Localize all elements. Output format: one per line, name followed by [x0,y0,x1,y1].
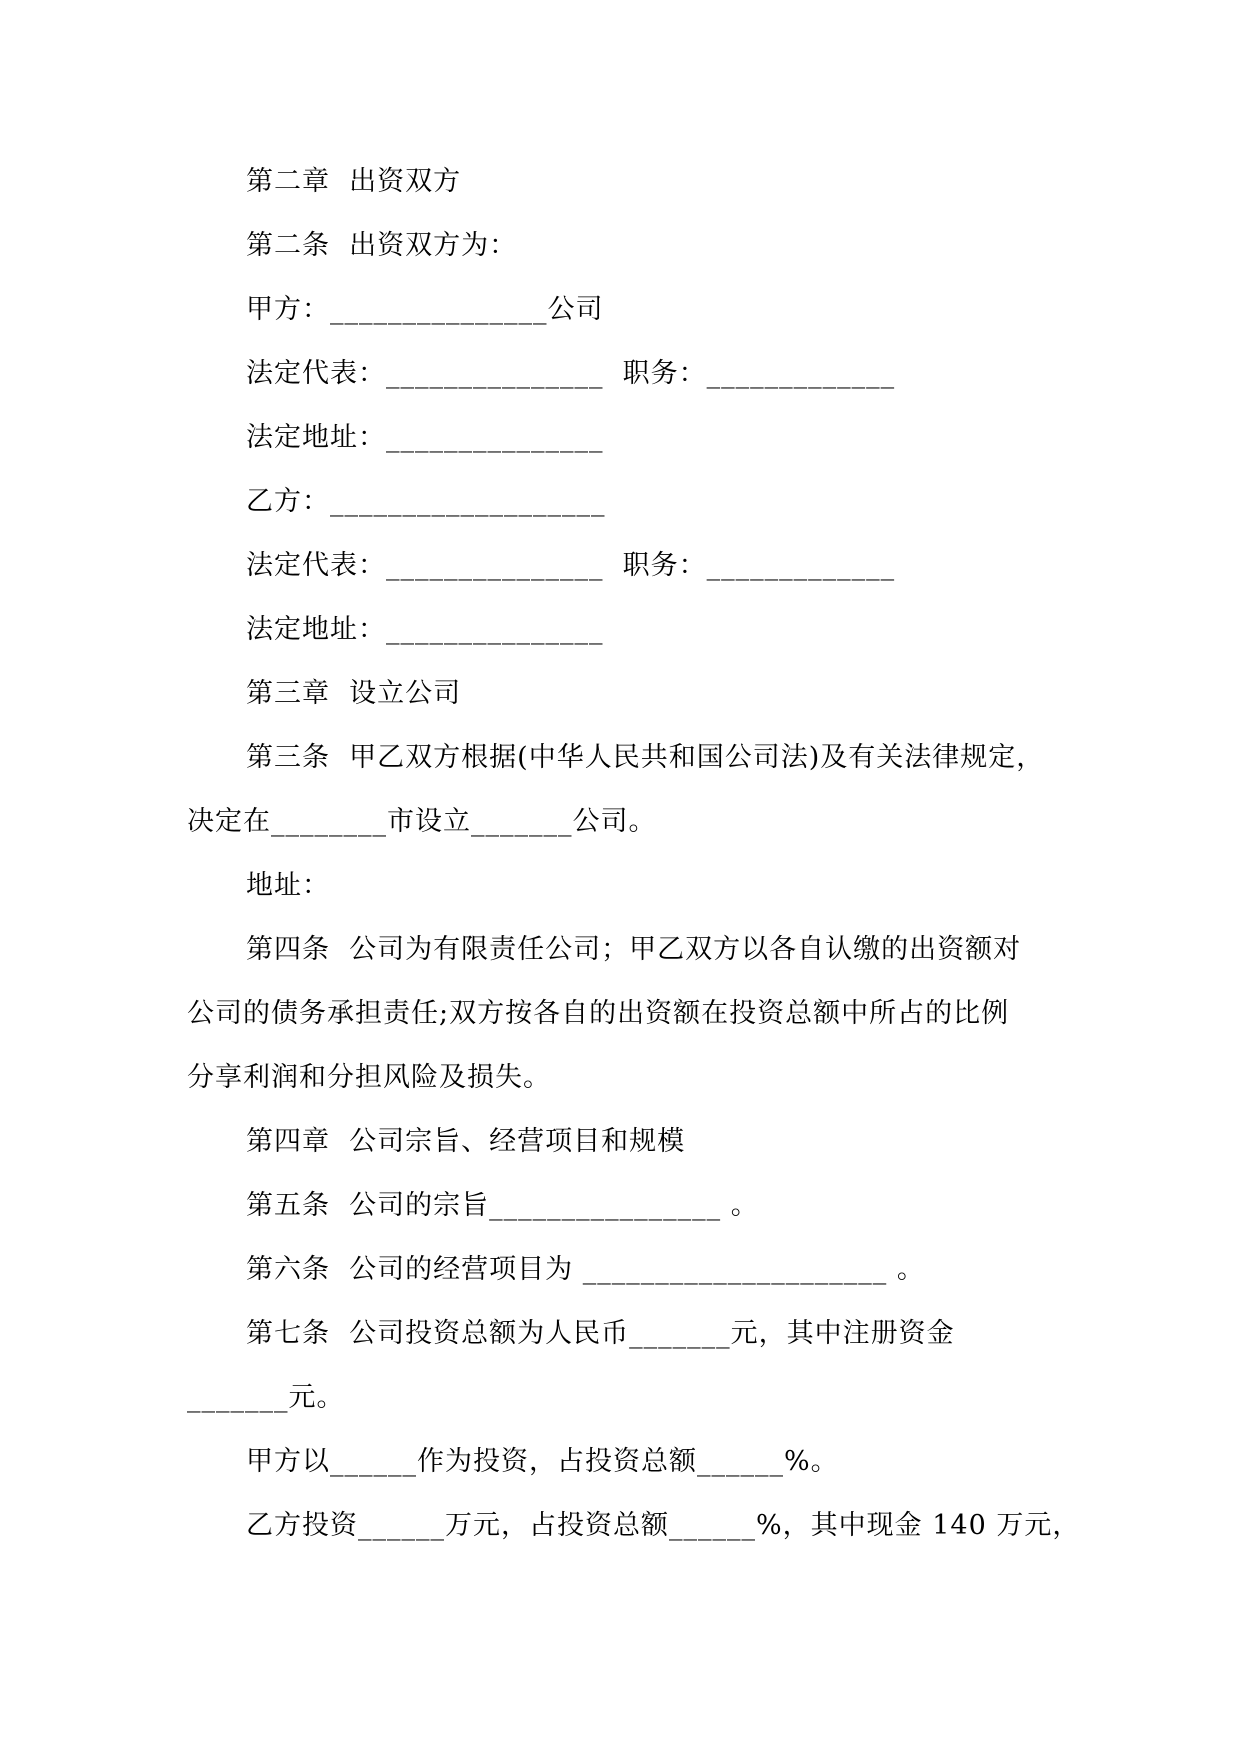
chapter-heading: 第二章 出资双方 [246,166,462,197]
chapter-heading: 第四章 公司宗旨、经营项目和规模 [246,1126,686,1157]
article-line: 第六条 公司的经营项目为 _____________________ 。 [246,1254,925,1285]
party-a-investment-line: 甲方以______作为投资，占投资总额______%。 [246,1446,839,1477]
article-continuation-line: 分享利润和分担风险及损失。 [187,1062,551,1093]
party-b-representative-line: 法定代表：_______________ 职务：_____________ [246,550,896,581]
party-a-address-line: 法定地址：_______________ [246,422,604,453]
article-line: 第五条 公司的宗旨________________ 。 [246,1190,759,1221]
party-b-investment-line: 乙方投资______万元，占投资总额______%，其中现金 140 万元， [246,1510,1081,1541]
article-continuation-line: _______元。 [187,1382,345,1413]
chapter-heading: 第三章 设立公司 [246,678,462,709]
article-continuation-line: 公司的债务承担责任;双方按各自的出资额在投资总额中所占的比例 [187,998,1010,1029]
article-line: 第三条 甲乙双方根据(中华人民共和国公司法)及有关法律规定， [246,742,1045,773]
party-a-line: 甲方：_______________公司 [246,294,604,325]
party-b-line: 乙方：___________________ [246,486,606,517]
party-a-representative-line: 法定代表：_______________ 职务：_____________ [246,358,896,389]
article-line: 第四条 公司为有限责任公司；甲乙双方以各自认缴的出资额对 [246,934,1022,965]
party-b-address-line: 法定地址：_______________ [246,614,604,645]
article-line: 第二条 出资双方为： [246,230,518,261]
address-line: 地址： [246,870,330,901]
article-continuation-line: 决定在________市设立_______公司。 [187,806,657,837]
article-line: 第七条 公司投资总额为人民币_______元，其中注册资金 [246,1318,955,1349]
